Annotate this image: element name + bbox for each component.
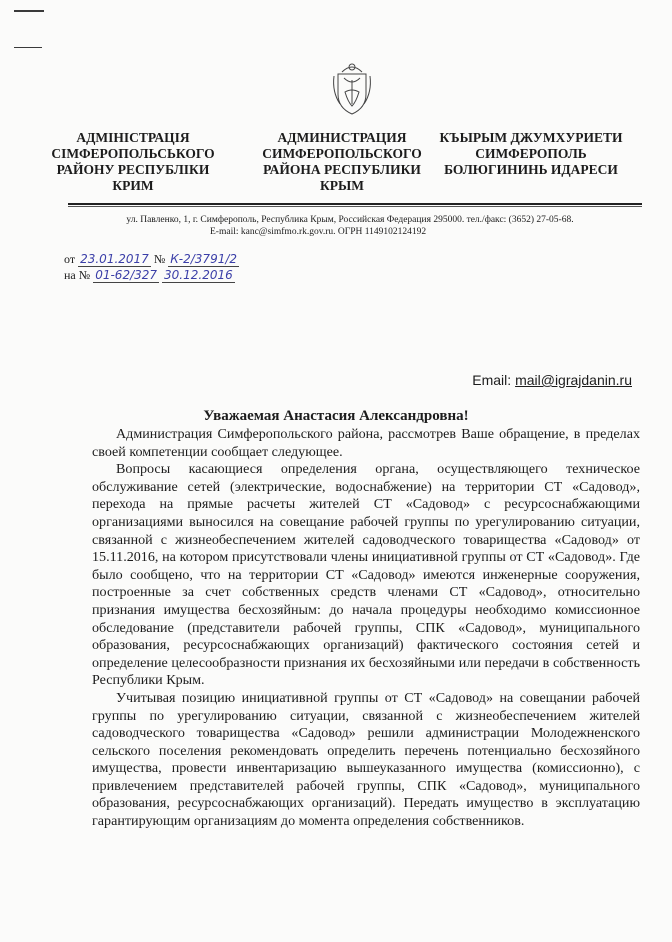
address-line: ул. Павленко, 1, г. Симферополь, Республика Крым, Российская Федерация 295000. тел./факс: (3652) 27-05-68. — [126, 215, 574, 225]
recipient-email: Email: mail@igrajdanin.ru — [472, 372, 632, 388]
incoming-number: 01-62/327 — [95, 268, 158, 282]
outgoing-date: 23.01.2017 — [80, 252, 149, 266]
letter-body — [92, 426, 640, 831]
coat-of-arms-icon — [330, 58, 374, 118]
outgoing-reference: от 23.01.2017 № К-2/3791/2 — [64, 252, 238, 266]
outgoing-number: К-2/3791/2 — [170, 252, 238, 266]
header-ukrainian: АДМІНІСТРАЦІЯ СІМФЕРОПОЛЬСЬКОГО РАЙОНУ РЕСПУБЛІКИ КРИМ — [51, 130, 215, 193]
recipient-email-address[interactable]: mail@igrajdanin.ru — [515, 372, 632, 388]
email-ogrn-line: E-mail: kanc@simfmo.rk.gov.ru. ОГРН 1149102124192 — [210, 227, 427, 237]
header-divider-thin — [68, 206, 642, 207]
salutation: Уважаемая Анастасия Александровна! — [203, 408, 469, 424]
body-paragraph: Вопросы касающиеся определения органа, осуществляющего техническое обслуживание сетей (электрические, водоснабжение) на территории СТ «Садовод», перехода на прямые расчеты жителей СТ «Садовод» с ресурсоснабжающими организациями выносился на совещание рабочей группы по урегулированию ситуации, связанной с жизнеобеспечением жителей садоводческого товарищества «Садовод» от 15.11.2016, на котором присутствовали члены инициативной группы от СТ «Садовод». Где было сообщено, что на территории СТ «Садовод» имеются инженерные сооружения, построенные за счет собственных средств членами СТ «Садовод», относительно признания имущества бесхозяйным: до начала процедуры необходимо комиссионное обследование (представители рабочей группы, СПК «Садовод», муниципального образования, ресурсоснабжающих организаций) фактического состояния сетей и определение целесообразности признания их бесхозяйными или передачи в собственность Республики Крым. — [92, 461, 640, 689]
body-paragraph: Администрация Симферопольского района, рассмотрев Ваше обращение, в пределах своей компетенции сообщает следующее. — [92, 426, 640, 460]
header-russian: АДМИНИСТРАЦИЯ СИМФЕРОПОЛЬСКОГО РАЙОНА РЕСПУБЛИКИ КРЫМ — [262, 130, 422, 193]
incoming-date: 30.12.2016 — [164, 268, 233, 282]
scan-artifact-mark — [14, 47, 42, 48]
contact-block — [60, 214, 640, 238]
body-paragraph: Учитывая позицию инициативной группы от СТ «Садовод» на совещании рабочей группы по урегулированию ситуации, связанной с жизнеобеспечением жителей садоводческого товарищества «Садовод» решили администрации Молодежненского сельского поселения рекомендовать определить перечень потенциально бесхозяйного имущества, провести инвентаризацию вышеуказанного имущества (комиссионно), с привлечением представителей рабочей группы, СПК «Садовод», муниципального образования, ресурсоснабжающих организаций). Передать имущество в эксплуатацию гарантирующим организациям до момента определения собственников. — [92, 689, 640, 830]
incoming-reference: на № 01-62/327 30.12.2016 — [64, 268, 233, 282]
header-divider — [68, 203, 642, 205]
header-crimean-tatar: КЪЫРЫМ ДЖУМХУРИЕТИ СИМФЕРОПОЛЬ БОЛЮГИНИНЬ ИДАРЕСИ — [439, 130, 623, 177]
scan-artifact-mark — [14, 10, 44, 12]
